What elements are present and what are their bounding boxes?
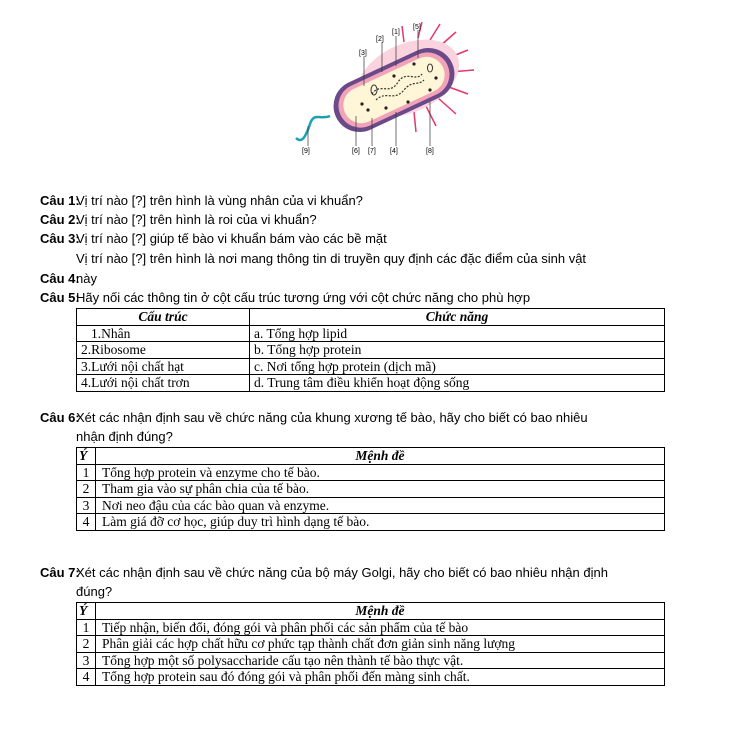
label-7: [7] xyxy=(368,148,376,155)
table-row xyxy=(77,481,665,498)
table-row xyxy=(77,652,665,669)
table1-cell: d. Trung tâm điều khiển hoạt động sống xyxy=(250,375,665,392)
table1-cell: b. Tổng hợp protein xyxy=(250,342,665,359)
table-row xyxy=(77,358,665,375)
table1-cell: 2.Ribosome xyxy=(77,342,250,359)
table-row xyxy=(77,375,665,392)
table3-index: 1 xyxy=(77,619,96,636)
label-4: [4] xyxy=(390,148,398,155)
question-6: Câu 6:Xét các nhận định sau về chức năng của khung xương tế bào, hãy cho biết có bao nhiêu xyxy=(40,410,588,425)
question-2: Câu 2:Vị trí nào [?] trên hình là roi của vi khuẩn? xyxy=(40,212,317,227)
question-5: Câu 5:Hãy nối các thông tin ở cột cấu trúc tương ứng với cột chức năng cho phù hợp xyxy=(40,290,531,305)
table3-index: 2 xyxy=(77,636,96,653)
table2-statement: Nơi neo đậu của các bào quan và enzyme. xyxy=(96,497,665,514)
table-row xyxy=(77,669,665,686)
table1-header-structure: Cấu trúc xyxy=(77,309,250,326)
table1-cell: c. Nơi tổng hợp protein (dịch mã) xyxy=(250,358,665,375)
bacterium-illustration xyxy=(290,20,480,162)
table2-statement: Tổng hợp protein và enzyme cho tế bào. xyxy=(96,464,665,481)
table1-header-function: Chức năng xyxy=(250,309,665,326)
question-7: Câu 7:Xét các nhận định sau về chức năng của bộ máy Golgi, hãy cho biết có bao nhiêu nhận định xyxy=(40,565,608,580)
structure-function-table xyxy=(76,308,665,392)
table3-header-statement: Mệnh đề xyxy=(96,603,665,620)
question-7-line2: đúng? xyxy=(76,584,113,599)
table2-index: 1 xyxy=(77,464,96,481)
table-row xyxy=(77,514,665,531)
question-4: Câu 4:này xyxy=(40,271,97,286)
label-8: [8] xyxy=(426,148,434,155)
table-row xyxy=(77,619,665,636)
table-row xyxy=(77,325,665,342)
table3-statement: Tổng hợp protein sau đó đóng gói và phân phối đến màng sinh chất. xyxy=(96,669,665,686)
table3-header-y: Ý xyxy=(77,603,96,620)
table1-cell: 1.Nhân xyxy=(77,325,250,342)
question-1: Câu 1:Vị trí nào [?] trên hình là vùng nhân của vi khuẩn? xyxy=(40,193,363,208)
table-row xyxy=(77,342,665,359)
table1-cell: 3.Lưới nội chất hạt xyxy=(77,358,250,375)
bacterium-diagram xyxy=(290,20,480,162)
table2-index: 4 xyxy=(77,514,96,531)
table-row xyxy=(77,464,665,481)
table2-statement: Làm giá đỡ cơ học, giúp duy trì hình dạng tế bào. xyxy=(96,514,665,531)
table3-statement: Tiếp nhận, biến đổi, đóng gói và phân phối các sản phẩm của tế bào xyxy=(96,619,665,636)
table-row xyxy=(77,636,665,653)
golgi-statements-table xyxy=(76,602,665,686)
label-3: [3] xyxy=(359,50,367,57)
table2-statement: Tham gia vào sự phân chia của tế bào. xyxy=(96,481,665,498)
label-2: [2] xyxy=(376,36,384,43)
table3-statement: Phân giải các hợp chất hữu cơ phức tạp thành chất đơn giản sinh năng lượng xyxy=(96,636,665,653)
table1-cell: 4.Lưới nội chất trơn xyxy=(77,375,250,392)
question-6-line2: nhận định đúng? xyxy=(76,429,173,444)
table-row xyxy=(77,497,665,514)
table2-header-statement: Mệnh đề xyxy=(96,448,665,465)
table2-index: 2 xyxy=(77,481,96,498)
table3-index: 3 xyxy=(77,652,96,669)
table2-index: 3 xyxy=(77,497,96,514)
table1-cell: a. Tổng hợp lipid xyxy=(250,325,665,342)
question-4-line1: Vị trí nào [?] trên hình là nơi mang thông tin di truyền quy định các đặc điểm của sinh vật xyxy=(76,251,587,266)
label-6: [6] xyxy=(352,148,360,155)
cytoskeleton-statements-table xyxy=(76,447,665,531)
label-5: [5] xyxy=(413,24,421,31)
question-3: Câu 3:Vị trí nào [?] giúp tế bào vi khuẩn bám vào các bề mặt xyxy=(40,231,387,246)
flagellum xyxy=(296,116,330,140)
table2-header-y: Ý xyxy=(77,448,96,465)
table3-index: 4 xyxy=(77,669,96,686)
table3-statement: Tổng hợp một số polysaccharide cấu tạo nên thành tế bào thực vật. xyxy=(96,652,665,669)
label-1: [1] xyxy=(392,29,400,36)
label-9: [9] xyxy=(302,148,310,155)
